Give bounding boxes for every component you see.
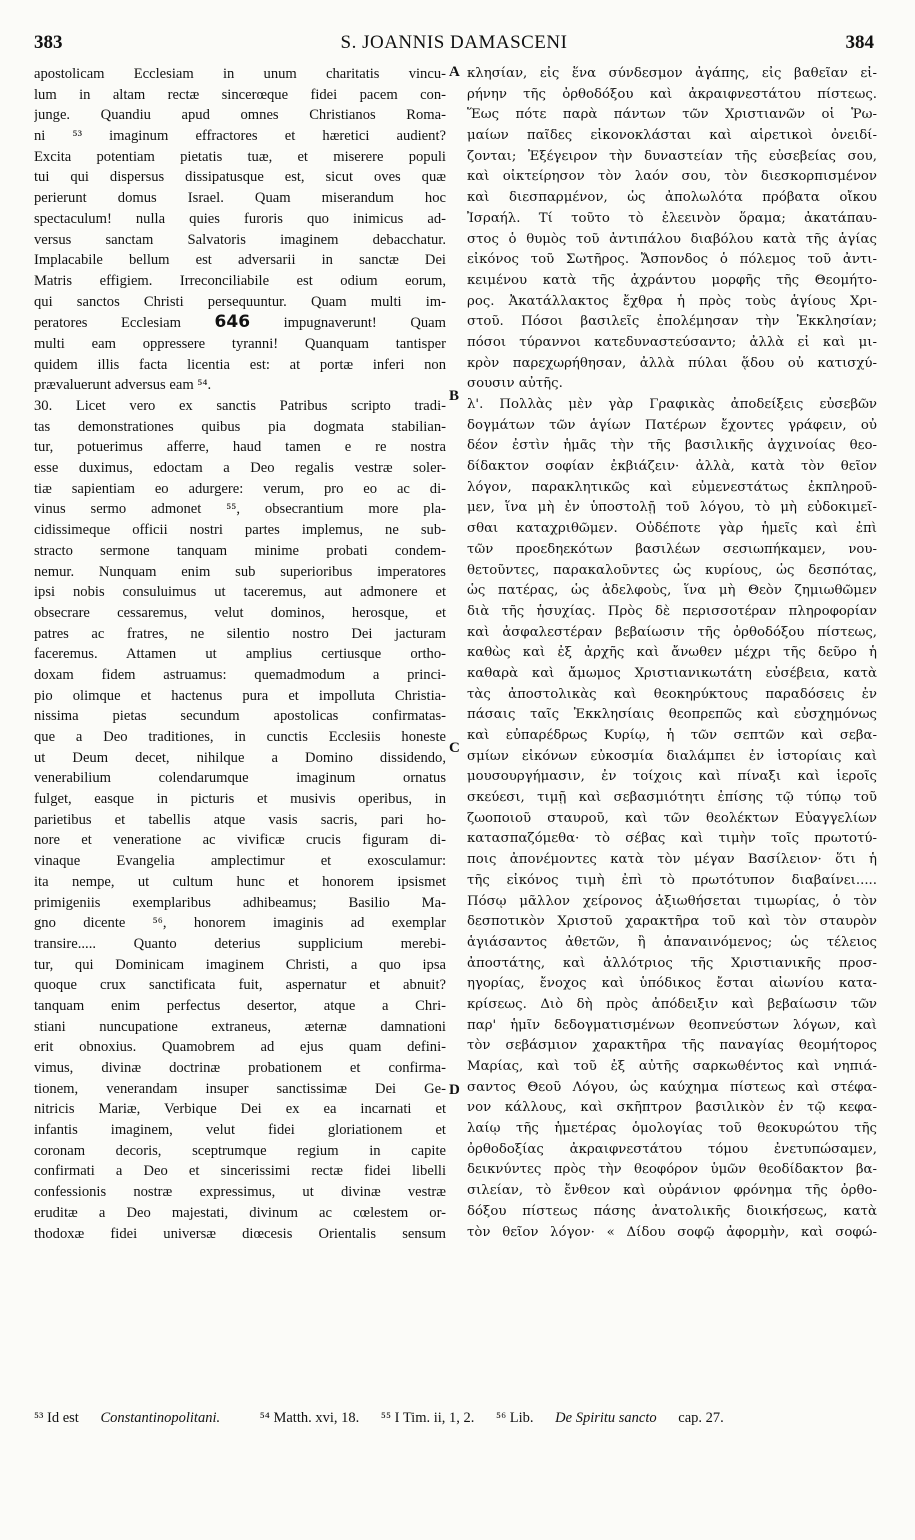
text-line: versus sanctam Salvatoris imaginem debacchatur. (34, 231, 446, 248)
text-line: λαίῳ τῆς ἡμετέρας ὁμολογίας τοῦ θεοκυρώτου τῆς (467, 1121, 877, 1137)
text-line: vinus sermo admonet ⁵⁵, obsecrantium more pla- (34, 501, 446, 518)
footnote-55: ⁵⁵ I Tim. ii, 1, 2. (380, 1410, 475, 1426)
text-line: κρίσεως. Διὸ δὴ πρὸς ἀπόδειξιν καὶ βεβαίωσιν τῶν (467, 996, 877, 1012)
text-line: que a Deo traditiones, in cunctis Ecclesiis honeste (34, 729, 446, 745)
page-header (34, 32, 874, 62)
text-line: nissima pietas secundum apostolicas confirmatas- (34, 708, 446, 725)
text-line: σμίων εἰκόνων εὐκοσμία διαλάμπει ἐν ἱστορίαις καὶ (467, 748, 877, 764)
text-line: κατασπαζόμεθα· τὸ σέβας καὶ τιμὴν τοῖς πρωτοτύ- (467, 831, 877, 847)
text-line: θετοῦντες, παρακαλοῦντες ὡς κυρίους, ὡς δεσπότας, (467, 562, 877, 578)
text-line: quidem illis facta licentia est: at portæ inferi non (34, 356, 446, 373)
text-line: Μαρίας, καὶ τοῦ ἐξ αὐτῆς σαρκωθέντος καὶ νηπιά- (467, 1059, 877, 1074)
text-line: confessionis nostræ expressimus, ut divinæ vestræ (34, 1184, 446, 1201)
section-marker-b: B (449, 388, 460, 404)
text-line: ρήνην τῆς ὀρθοδόξου καὶ ἀκραιφνεστάτου πίστεως. (467, 86, 877, 102)
text-line: ποις ἀπονέμοντες κατὰ τὸν μέγαν Βασίλειον· ὅτι ἡ (467, 852, 877, 868)
text-line: πόσοι τύραννοι κατεδυναστεύσαντο; ἀλλὰ εἰ καὶ μι- (467, 334, 877, 350)
text-line: tur, potuerimus afferre, haud tamen e re nostra (34, 439, 446, 456)
text-line: patres ac fratres, ne silentio nostro Dei jacturam (34, 625, 446, 642)
text-line: tui qui dispersus dissipatusque est, sicut oves quæ (34, 169, 446, 186)
text-line: 30. Licet vero ex sanctis Patribus scripto tradi- (34, 398, 446, 414)
text-line: καὶ ἀσφαλεστέραν βεβαίωσιν τῆς ὀρθοδόξου πίστεως, (467, 624, 877, 640)
text-line: prævaluerunt adversus eam ⁵⁴. (34, 377, 212, 394)
greek-column (467, 64, 877, 1243)
text-line: nitricis Mariæ, Verbique Dei ex ea incarnati et (34, 1101, 446, 1118)
text-line: τὰς ἀποστολικὰς καὶ θεοκηρύκτους παραδόσεις ἐν (467, 686, 877, 702)
text-line: διὰ τῆς ἡσυχίας. Πρὸς δὲ περισσοτέραν πληροφορίαν (467, 603, 877, 619)
text-line: tas demonstrationes quibus pia dogmata stabilian- (34, 418, 446, 435)
text-line: ipsi nobis consuluimus ut taceremus, aut admonere et (34, 584, 446, 601)
text-line: peratores Ecclesiam 646 impugnaverunt! Quam (34, 312, 446, 333)
text-line: tanquam enim perfectus desertor, atque a Chri- (34, 997, 446, 1014)
text-line: qui sanctos Christi persequuntur. Quam multi im- (34, 293, 446, 310)
text-line: erit obnoxius. Quamobrem ad ejus quam defini- (34, 1039, 446, 1056)
text-line: πάσαις ταῖς Ἐκκλησίαις θεοπρεπῶς καὶ εὐσχημόνως (467, 707, 877, 723)
text-line: μεν, ἵνα μὴ ἐν ὑποστολῇ τοῦ λόγου, τὸ μὴ εὐδοκιμεῖ- (467, 500, 877, 516)
text-line: apostolicam Ecclesiam in unum charitatis vincu- (34, 66, 446, 82)
text-line: ηγορίας, ἔνοχος καὶ ὑπόδικος ἔσται αἰωνίου κατα- (467, 976, 877, 992)
text-line: primigeniis exemplaribus adhibeamus; Basilio Ma- (34, 894, 446, 911)
text-line: confirmati a Deo et sincerissimi rectæ fidei libelli (34, 1163, 446, 1180)
text-line: lum in altam rectæ sincerœque fidei pacem con- (34, 86, 446, 103)
text-line: ρος. Ἀκατάλλακτος ἔχθρα ἡ πρὸς τοὺς ἁγίους Χρι- (467, 293, 877, 309)
footnote-56: ⁵⁶ Lib. De Spiritu sancto cap. 27. (496, 1410, 724, 1426)
text-line: σιλείαν, τὸ ἔνθεον καὶ οὐράνιον φρόνημα τῆς ὀρθο- (467, 1183, 877, 1199)
page-number-left: 383 (34, 32, 63, 53)
text-line: Ἰσραήλ. Τί τοῦτο τὸ ἐλεεινὸν ὅραμα; ἀκατάπαυ- (467, 210, 877, 226)
text-line: perierunt domus Israel. Quam miserandum hoc (34, 190, 446, 207)
text-line: λόγον, παρακλητικῶς καὶ εὐμενεστάτως ἐκπληροῦ- (467, 479, 877, 495)
text-line: quoque crux sanctificata fuit, aspernatur et abnuit? (34, 977, 446, 994)
text-line: καθαρὰ καὶ ἄμωμος Χριστιανικωτάτη εὐσέβεια, κατὰ (467, 665, 877, 681)
text-line: σθαι καταχριθῶμεν. Οὐδέποτε γὰρ ἡμεῖς καὶ ἐπὶ (467, 521, 877, 537)
footnote-53: ⁵³ Id est Constantinopolitani. (34, 1410, 221, 1426)
text-line: σουσιν αὐτῆς. (467, 376, 563, 392)
text-line: ἁγιάσαντος ἀθετῶν, ἢ ἀπαναινόμενος; ὡς τέλειος (467, 934, 877, 950)
text-line: tiæ sapientiam eo adurgere: verum, pro eo ac di- (34, 480, 446, 497)
text-line: vimus, divinæ doctrinæ probationem et confirma- (34, 1060, 446, 1076)
text-line: ut Deum decet, nihilque a Domino dissidendo, (34, 749, 446, 766)
text-line: parietibus et tabellis atque vasis sacris, pari ho- (34, 811, 446, 828)
section-marker-d: D (449, 1082, 460, 1098)
text-line: Matris effigiem. Irreconciliabile est odium eorum, (34, 272, 446, 289)
text-line: τῆς εἰκόνος τιμὴ ἐπὶ τὸ πρωτότυπον διαβαίνει..... (467, 872, 877, 888)
text-line: τῶν προεδηεκότων βασιλέων σεσιωπήκαμεν, νου- (467, 541, 877, 557)
text-line: stracto sermone tanquam minime probati condem- (34, 542, 446, 559)
text-line: ὡς πατέρας, ὡς ἀδελφοὺς, ἵνα μὴ Θεὸν ζημιωθῶμεν (467, 583, 877, 599)
latin-column (34, 64, 446, 1244)
section-marker-a: A (449, 64, 460, 80)
text-line: gno dicente ⁵⁶, honorem imaginis ad exemplar (34, 915, 446, 932)
text-line: κλησίαν, εἰς ἕνα σύνδεσμον ἀγάπης, εἰς βαθεῖαν εἰ- (467, 66, 877, 81)
text-line: junge. Quandiu apud omnes Christianos Roma- (34, 107, 446, 124)
text-line: fulget, easque in picturis et musivis operibus, in (34, 791, 446, 808)
text-line: στοῦ. Πόσοι βασιλεῖς ἐπολέμησαν τὴν Ἐκκλησίαν; (467, 314, 877, 330)
text-line: stiani nuncupatione extraneus, æternæ damnationi (34, 1018, 446, 1035)
text-line: μαίων παῖδες εἰκονοκλάσται καὶ αἱρετικοὶ ὀνειδί- (467, 128, 877, 144)
text-line: κειμένου κατὰ τῆς ἀχράντου μορφῆς τῆς Θεομήτο- (467, 272, 877, 288)
text-line: ni ⁵³ imaginum effractores et hæretici audient? (34, 128, 446, 145)
text-line: esse duximus, edoctam a Deo regalis vestræ soler- (34, 460, 446, 477)
footnote-54: ⁵⁴ Matth. xvi, 18. (259, 1410, 360, 1426)
text-line: tionem, venerandam insuper sanctissimæ Dei Ge- (34, 1080, 446, 1097)
text-line: κρὸν παρεχωρήθησαν, ἀλλὰ πύλαι ᾅδου οὐ κατισχύ- (467, 355, 877, 371)
text-line: infantis imaginem, velut fidei gloriationem et (34, 1122, 446, 1139)
text-line: Excita potentiam pietatis tuæ, et miserere populi (34, 148, 446, 165)
text-line: δεσποτικὸν Χριστοῦ χαρακτῆρα τοῦ καὶ τὸν σταυρὸν (467, 914, 877, 930)
text-line: ὀρθοδοξίας ἀκραιφνεστάτου τόμου ἐνετυπώσαμεν, (467, 1141, 877, 1157)
text-line: καὶ διεσπαρμένον, ὡς ἀπολωλότα πρόβατα οἴκου (467, 190, 877, 206)
text-line: δεικνύντες πρὸς τὴν θεοφόρον ὑμῶν θεοδίδακτον βα- (467, 1162, 877, 1178)
page-number-right: 384 (845, 32, 874, 53)
text-line: multi eam oppressere tyranni! Quanquam tantisper (34, 335, 446, 352)
text-line: Implacabile bellum est adversarii in sanctæ Dei (34, 252, 446, 269)
text-line: ita nempe, ut cultum hunc et honorem ipsismet (34, 873, 446, 890)
text-line: cidissimeque officii nostri partes implemus, ne sub- (34, 522, 446, 539)
text-line: eruditæ a Deo majestati, divinum ac cœlestem or- (34, 1204, 446, 1221)
text-line: δόξου πίστεως πάσης ἀνατολικῆς διοικήσεως, κατὰ (467, 1203, 877, 1219)
text-line: ζονται; Ἐξέγειρον τὴν δυναστείαν τῆς εὐσεβείας σου, (467, 148, 877, 164)
text-line: obsecrare cessaremus, velut dominos, herosque, et (34, 604, 446, 621)
text-line: nemur. Nunquam enim sub superioribus imperatores (34, 563, 446, 580)
section-marker-c: C (449, 740, 460, 756)
text-line: τὸν σεβάσμιον χαρακτῆρα τῆς παναγίας θεομήτορος (467, 1038, 877, 1054)
text-line: ἀποστάτης, καὶ ἀλλότριος τῆς Χριστιανικῆς προσ- (467, 955, 877, 971)
text-line: λ'. Πολλὰς μὲν γὰρ Γραφικὰς ἀποδείξεις εὐσεβῶν (467, 397, 877, 412)
text-line: vinaque Evangelia amplectimur et exosculamur: (34, 853, 446, 870)
text-line: pio olimque et hactenus pura et impolluta Christia- (34, 687, 446, 704)
text-line: nore et veneratione ac vivificæ crucis figuram di- (34, 832, 446, 849)
text-line: venerabilium colendarumque imaginum ornatus (34, 770, 446, 787)
text-line: τὸν θεῖον λόγον· « Δίδου σοφῷ ἀφορμὴν, καὶ σοφώ- (467, 1224, 877, 1240)
text-line: Ἕως πότε παρὰ πάντων τῶν Χριστιανῶν οἱ Ῥω- (467, 107, 877, 123)
text-line: transire..... Quanto deterius supplicium merebi- (34, 935, 446, 952)
text-line: doxam fidem astruamus: quemadmodum a princi- (34, 666, 446, 683)
column-number: 646 (214, 312, 251, 333)
text-line: spectaculum! nulla quies furoris quo inimicus ad- (34, 210, 446, 227)
footnotes (34, 1410, 874, 1427)
text-line: faceremus. Attamen ut amplius certiusque ortho- (34, 646, 446, 663)
text-line: καὶ οἰκτείρησον τὸν λαόν σου, τὸν διεσκορπισμένον (467, 169, 877, 185)
text-line: δέον ἐστὶν ἡμᾶς τὴν τῆς βασιλικῆς ἀγχινοίας θεο- (467, 438, 877, 454)
text-line: δογμάτων τῶν ἁγίων Πατέρων ἔχοντες γράφειν, οὐ (467, 417, 877, 433)
text-line: thodoxæ fidei universæ diœcesis Orientalis sensum (34, 1225, 446, 1242)
text-line: coronam decoris, sceptrumque regium in capite (34, 1142, 446, 1159)
text-line: παρ' ἡμῖν δεδογματισμένων θεοπνεύστων λόγων, καὶ (467, 1017, 877, 1033)
text-line: στος ὁ θυμὸς τοῦ ἀντιπάλου διαβόλου κατὰ τῆς ἁγίας (467, 231, 877, 247)
text-line: tur, qui Dominicam imaginem Christi, a quo ipsa (34, 956, 446, 973)
text-line: εἰκόνος τοῦ Σωτῆρος. Ἄσπονδος ὁ πόλεμος τοῦ ἀντι- (467, 252, 877, 268)
text-line: δίδακτον σοφίαν ἐκβιάζειν· ἀλλὰ, κατὰ τὸν θεῖον (467, 459, 877, 475)
running-title: S. JOANNIS DAMASCENI (340, 32, 568, 53)
text-line: ζωοποιοῦ σταυροῦ, καὶ τῶν θεολέκτων Εὐαγγελίων (467, 810, 877, 826)
text-line: καθὼς καὶ ἐξ ἀρχῆς καὶ ἄνωθεν μέχρι τῆς δεῦρο ἡ (467, 645, 877, 661)
text-line: σκεύεσι, τιμῇ καὶ σεβασμιότητι ἐπίσης τῷ τύπῳ τοῦ (467, 790, 877, 806)
text-line: νον κάλλους, καὶ σκῆπτρον βασιλικὸν ἐν τῷ κεφα- (467, 1100, 877, 1116)
text-line: σαντος Θεοῦ Λόγου, ὡς καύχημα πίστεως καὶ στέφα- (467, 1079, 877, 1095)
text-line: μουσουργήμασιν, ἐν τοίχοις καὶ πίναξι καὶ ἱεροῖς (467, 769, 877, 785)
text-line: καὶ εὐπαρέδρως Κυρίῳ, ἡ τῶν σεπτῶν καὶ σεβα- (467, 728, 877, 743)
text-line: Πόσῳ μᾶλλον χείρονος ἀξιωθήσεται τιμωρίας, ὁ τὸν (467, 893, 877, 909)
